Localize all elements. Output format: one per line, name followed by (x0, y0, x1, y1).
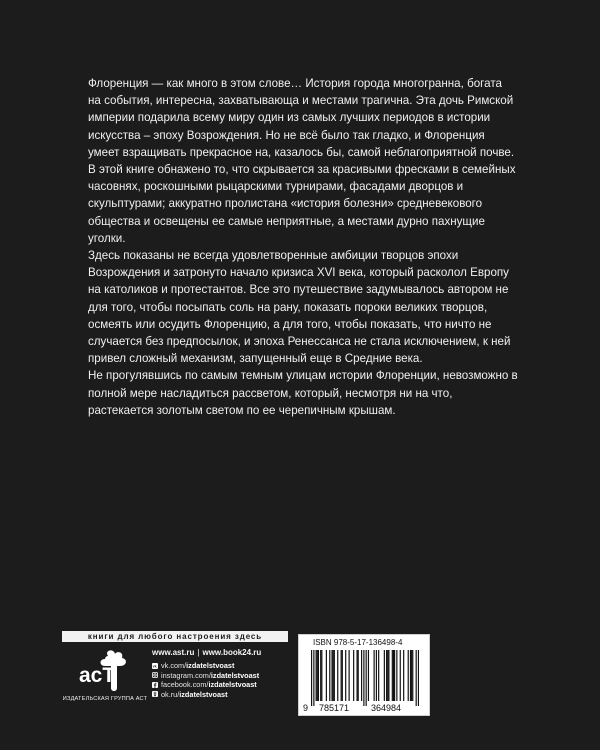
social-prefix: instagram.com/ (161, 670, 211, 680)
website-links (152, 648, 302, 657)
barcode-bar (334, 650, 335, 701)
annotation-paragraph: Здесь показаны не всегда удовлетворенные амбиции творцов эпохи Возрождения и затронуто начало кризиса XVI века, который расколол Европу на католиков и протестантов. Все это путешествие задумывалось автором не для того, чтобы посыпать соль на рану, показать пороки великих творцов, осмеять или осудить Флоренцию, а для того, чтобы показать, что ничто не случается без предпосылок, и эпоха Ренессанса не стала исключением, к ней привел сложный механизм, запущенный еще в Средние века. (88, 249, 511, 366)
barcode-bar (313, 650, 314, 706)
barcode-bar (311, 650, 312, 706)
barcode-bar (388, 650, 389, 701)
barcode-bar (353, 650, 354, 701)
social-link-odnoklassniki[interactable] (152, 690, 302, 700)
barcode-bar (358, 650, 359, 701)
publisher-name: ИЗДАТЕЛЬСКАЯ ГРУППА АСТ (62, 696, 148, 702)
publisher-tagline: книги для любого настроения здесь (62, 631, 288, 642)
instagram-icon (152, 672, 158, 678)
barcode-bar (403, 650, 404, 701)
publisher-logo (62, 648, 148, 704)
social-prefix: vk.com/ (161, 661, 187, 670)
barcode-bar (342, 650, 343, 701)
social-handle: izdatelstvoast (208, 680, 257, 690)
barcode-bar (368, 650, 369, 701)
barcode-bar (345, 650, 346, 701)
barcode-bar (387, 650, 388, 701)
svg-text:vk: vk (152, 664, 157, 669)
social-link-vk[interactable] (152, 661, 302, 671)
barcode-bar (408, 650, 409, 701)
barcode-bar (410, 650, 411, 701)
barcode-bar (341, 650, 342, 701)
barcode-bars (311, 650, 419, 706)
barcode-bar (411, 650, 412, 701)
barcode-bar (378, 650, 379, 701)
social-link-instagram[interactable] (152, 671, 302, 681)
barcode-bar (321, 650, 322, 701)
annotation-paragraph: В этой книге обнажено то, что скрывается за красивыми фресками в семейных часовнях, роскошными рыцарскими турнирами, фасадами дворцов и скульптурами; аккуратно пролистана «история болезни» средневекового общества и освещены ее самые неприятные, а местами дурно пахнущие уголки. (88, 163, 516, 245)
barcode-bar (317, 650, 318, 701)
barcode-bar (329, 650, 330, 701)
barcode-bar (418, 650, 419, 706)
logo-lettering: acT (79, 664, 116, 687)
barcode-bar (361, 650, 362, 701)
barcode-bar (316, 650, 317, 701)
annotation-paragraph: Флоренция — как много в этом слове… История города многогранна, богата на события, интересна, захватывающа и местами трагична. Эта дочь Римской империи подарила всему миру один из самых лучших периодов в истории искусства – эпоху Возрождения. Но не всё было так гладко, и Флоренция умеет взращивать прекрасное на, казалось бы, самой неблагоприятной почве. (88, 77, 515, 159)
barcode-bar (396, 650, 397, 701)
social-link-facebook[interactable] (152, 680, 302, 690)
barcode-digit-group: 9 (303, 703, 309, 713)
website-link-book24[interactable]: www.book24.ru (202, 648, 262, 657)
social-links (152, 661, 302, 699)
odnoklassniki-icon (152, 691, 158, 697)
barcode-bar (412, 650, 413, 701)
barcode-digit-group: 785171 (319, 703, 350, 713)
barcode-bar (318, 650, 319, 701)
barcode-bar (356, 650, 357, 701)
social-prefix: facebook.com/ (161, 680, 209, 690)
barcode-digits (299, 703, 429, 714)
barcode-bar (392, 650, 393, 701)
barcode-bar (384, 650, 385, 701)
barcode-bar (337, 650, 338, 701)
social-handle: izdatelstvoast (186, 661, 235, 670)
barcode-bar (363, 650, 364, 706)
barcode-bar (331, 650, 332, 701)
website-link-ast[interactable]: www.ast.ru (152, 648, 195, 657)
isbn-barcode (298, 634, 430, 716)
barcode-bar (366, 650, 367, 706)
ast-logo-icon (62, 648, 148, 696)
social-handle: izdatelstvoast (179, 689, 228, 699)
barcode-bar (333, 650, 334, 701)
barcode-bar (376, 650, 377, 701)
barcode-digit-group: 364984 (371, 703, 402, 713)
back-cover-annotation (88, 75, 518, 419)
vk-icon (152, 663, 158, 669)
facebook-icon (152, 682, 158, 688)
barcode-bar (394, 650, 395, 701)
barcode-bar (386, 650, 387, 701)
barcode-bar (400, 650, 401, 701)
social-prefix: ok.ru/ (161, 689, 180, 699)
barcode-bar (374, 650, 375, 701)
barcode-bar (349, 650, 350, 701)
annotation-paragraph: Не прогулявшись по самым темным улицам истории Флоренции, невозможно в полной мере насладиться рассветом, который, несмотря ни на что, растекается золотым светом по ее черепичным крышам. (88, 369, 518, 417)
isbn-number: ISBN 978-5-17-136498-4 (313, 638, 403, 647)
barcode-bar (416, 650, 417, 706)
barcode-bar (393, 650, 394, 701)
publisher-links (152, 648, 302, 699)
social-handle: izdatelstvoast (210, 670, 260, 680)
link-separator: | (197, 648, 200, 657)
barcode-bar (320, 650, 321, 701)
barcode-bar (326, 650, 327, 701)
